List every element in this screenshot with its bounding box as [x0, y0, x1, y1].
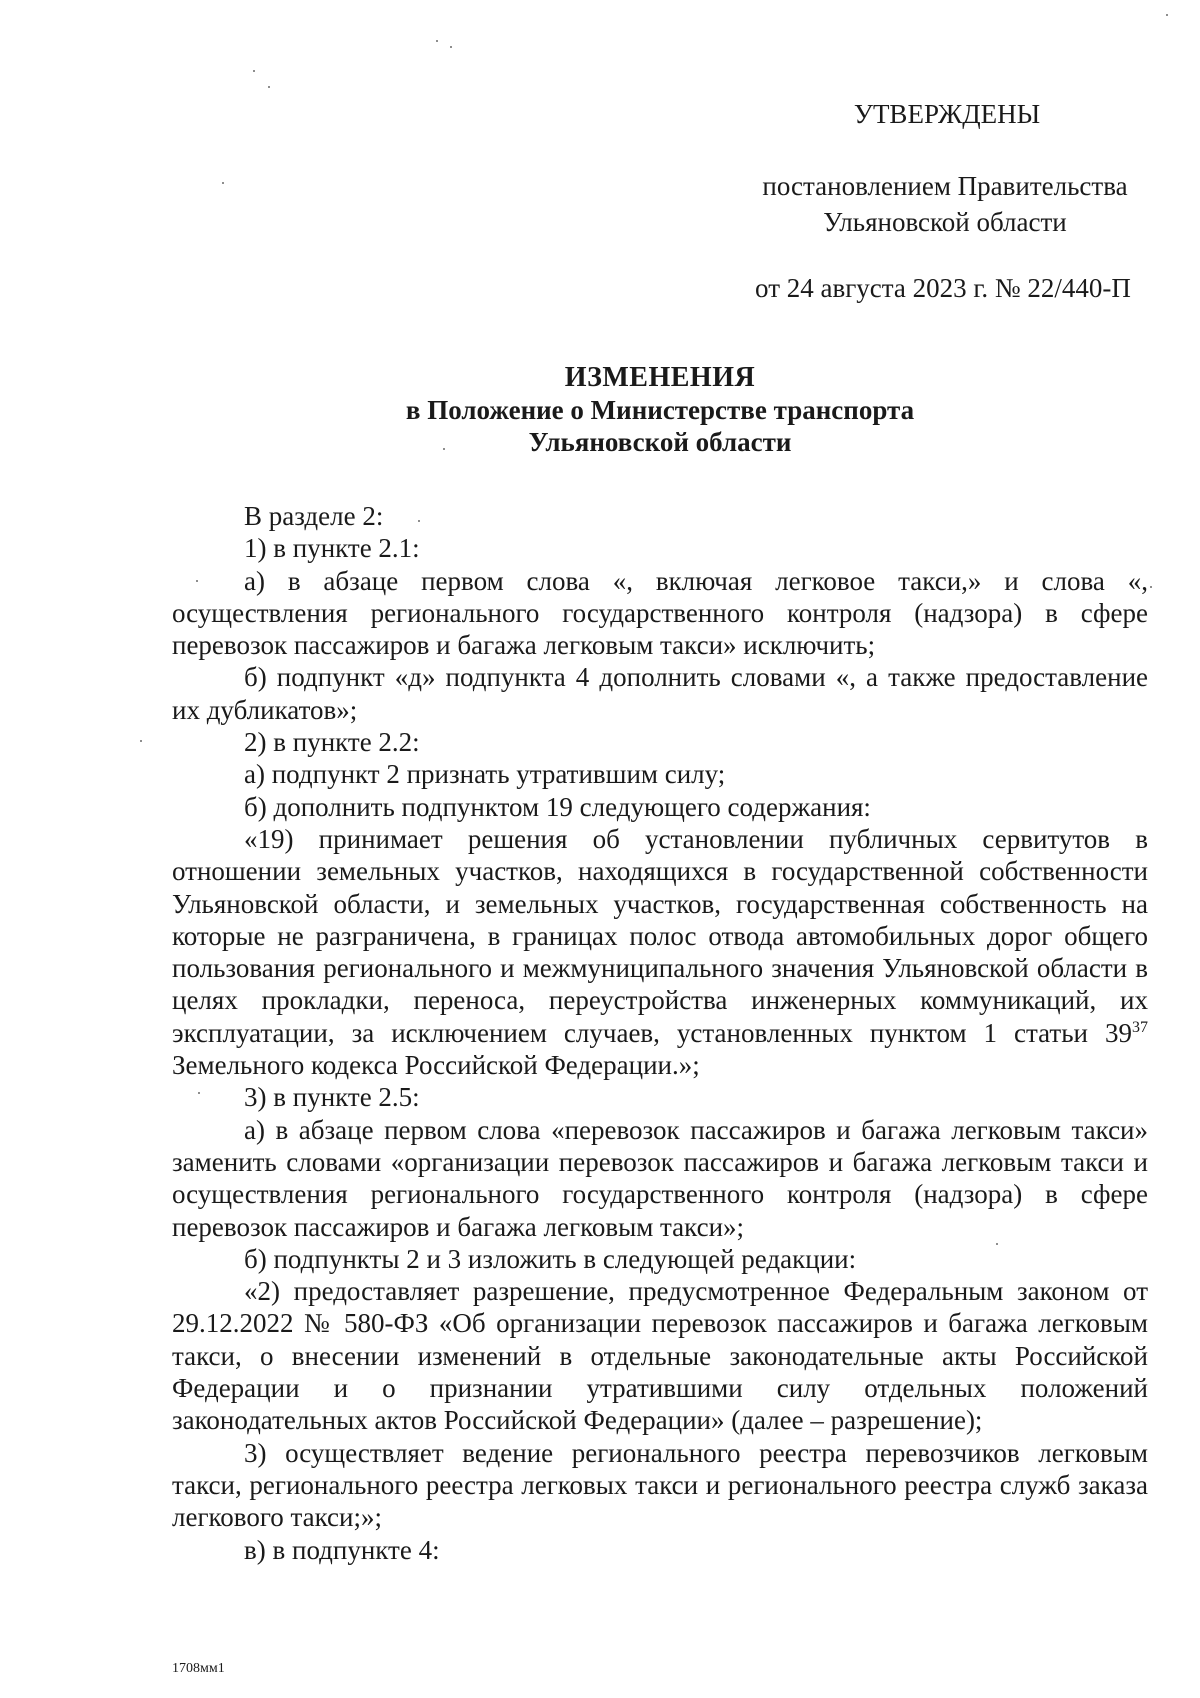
- paragraph-subitem-3: 3) осуществляет ведение регионального реестра перевозчиков легковым такси, регионального реестра легковых такси и регионального реестра служб заказа легкового такси;»;: [172, 1437, 1148, 1533]
- scan-speck: [198, 1092, 200, 1094]
- scan-speck: [450, 46, 452, 48]
- scan-speck: [1166, 14, 1168, 16]
- title-main: ИЗМЕНЕНИЯ: [564, 362, 756, 393]
- scan-speck: [418, 520, 420, 522]
- document-title: [170, 362, 1150, 458]
- paragraph-item-3a: а) в абзаце первом слова «перевозок пассажиров и багажа легковым такси» заменить словами «организации перевозок пассажиров и багажа легковым такси и осуществления регионального государственного контроля (надзора) в сфере перевозок пассажиров и багажа легковым такси»;: [172, 1114, 1148, 1242]
- paragraph-item-3c: в) в подпункте 4:: [244, 1534, 440, 1565]
- subitem-19-end: Земельного кодекса Российской Федерации.»;: [172, 1050, 700, 1081]
- approval-decree-line-2: Ульяновской области: [823, 207, 1067, 237]
- approval-decree: [740, 168, 1150, 240]
- scan-speck: [140, 740, 142, 742]
- document-body: [172, 500, 1148, 1566]
- scan-speck: [268, 86, 270, 88]
- paragraph-subitem-19: [172, 823, 1148, 1081]
- title-subject: в Положение о Министерстве транспорта: [405, 395, 915, 425]
- scan-speck: [1150, 586, 1152, 588]
- paragraph-item-1b: б) подпункт «д» подпункта 4 дополнить словами «, а также предоставление их дубликатов»;: [172, 662, 1148, 725]
- paragraph-item-2a: а) подпункт 2 признать утратившим силу;: [244, 759, 726, 790]
- paragraph-item-2b: б) дополнить подпунктом 19 следующего содержания:: [244, 791, 871, 822]
- scan-speck: [996, 1243, 998, 1245]
- paragraph-item-2: 2) в пункте 2.2:: [244, 727, 420, 758]
- scan-speck: [196, 580, 198, 582]
- scan-speck: [222, 182, 224, 184]
- footer-doc-code: 1708мм1: [172, 1661, 225, 1676]
- paragraph-item-1a: а) в абзаце первом слова «, включая легковое такси,» и слова «, осуществления регионального государственного контроля (надзора) в сфере перевозок пассажиров и багажа легковым такси» исключить;: [172, 565, 1148, 661]
- scan-speck: [253, 70, 255, 72]
- paragraph-item-3: 3) в пункте 2.5:: [244, 1082, 420, 1113]
- paragraph-item-1: 1) в пункте 2.1:: [244, 533, 420, 564]
- approval-stamp-title: УТВЕРЖДЕНЫ: [853, 99, 1041, 129]
- title-region: Ульяновской области: [528, 427, 792, 457]
- scan-speck: [443, 448, 445, 450]
- subitem-19-text: «19) принимает решения об установлении публичных сервитутов в отношении земельных участков, находящихся в государственной собственности Ульяновской области, и земельных участков, государственная собственность на которые не разграничена, в границах полос отвода автомобильных дорог общего пользования регионального и межмуниципального значения Ульяновской области в целях прокладки, переноса, переустройства инженерных коммуникаций, их эксплуатации, за исключением случаев, установленных пунктом 1 статьи 39: [172, 823, 1148, 1048]
- paragraph-subitem-2: «2) предоставляет разрешение, предусмотренное Федеральным законом от 29.12.2022 № 580-ФЗ «Об организации перевозок пассажиров и багажа легковым такси, о внесении изменений в отдельные законодательные акты Российской Федерации и о признании утратившими силу отдельных положений законодательных актов Российской Федерации» (далее – разрешение);: [172, 1276, 1148, 1436]
- approval-decree-line-1: постановлением Правительства: [762, 171, 1128, 201]
- scan-speck: [436, 40, 438, 42]
- paragraph-item-3b: б) подпункты 2 и 3 изложить в следующей редакции:: [244, 1243, 857, 1274]
- paragraph-section: В разделе 2:: [244, 501, 384, 531]
- article-superscript: 37: [1132, 1018, 1148, 1036]
- approval-date: от 24 августа 2023 г. № 22/440-П: [755, 273, 1131, 303]
